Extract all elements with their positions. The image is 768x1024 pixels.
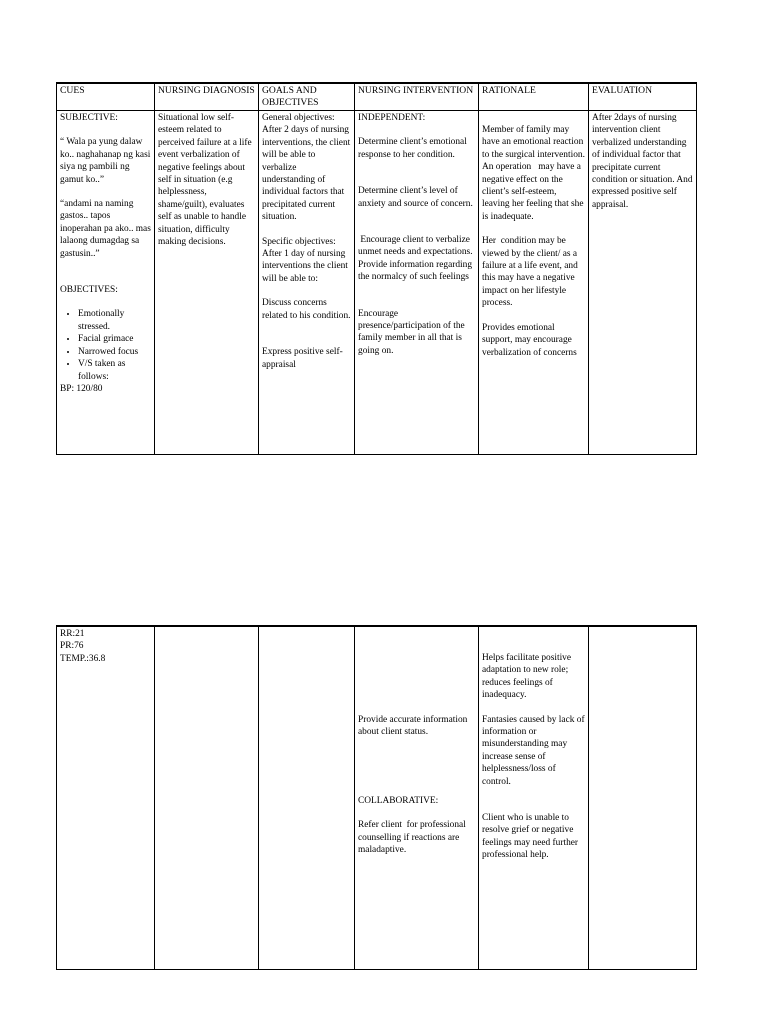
- specific-objective-item: Express positive self-appraisal: [262, 347, 343, 370]
- vital-sign-bp: BP: 120/80: [60, 383, 103, 394]
- intervention-cell-continued: [355, 626, 479, 970]
- vital-sign-rr: RR:21: [60, 629, 85, 639]
- subjective-label: SUBJECTIVE:: [60, 113, 118, 123]
- vital-sign-temp: TEMP.:36.8: [60, 653, 106, 664]
- header-row: [57, 83, 697, 111]
- objective-item: • Facial grimace: [78, 333, 151, 345]
- diagnosis-cell: [155, 111, 259, 455]
- subjective-quote-1: “ Wala pa yung dalaw ko.. naghahanap ng kasi siya ng pambili ng gamut ko..”: [60, 137, 153, 185]
- collaborative-item: Refer client for professional counselling if reactions are maladaptive.: [358, 820, 469, 856]
- rationale-item: Her condition may be viewed by the client/ as a failure at a life event, and this may have a negative impact on her lifestyle process.: [482, 236, 581, 309]
- intervention-cell: [355, 111, 479, 455]
- goals-cell: [259, 111, 355, 455]
- objective-item: • Emotionally stressed.: [78, 308, 151, 333]
- header-nursing-intervention: NURSING INTERVENTION: [355, 83, 479, 111]
- rationale-cell-continued: [479, 626, 589, 970]
- care-plan-table-top: [56, 82, 697, 455]
- specific-objectives-label: Specific objectives:: [262, 236, 336, 247]
- care-plan-table-bottom: [56, 625, 697, 970]
- intervention-item: Determine client’s level of anxiety and source of concern.: [358, 186, 473, 209]
- rationale-item: Fantasies caused by lack of information or misunderstanding may increase sense of helplessness/loss of control.: [482, 714, 587, 787]
- vital-sign-pr: PR:76: [60, 641, 84, 652]
- independent-label: INDEPENDENT:: [358, 113, 426, 123]
- specific-objective-item: Discuss concerns related to his condition.: [262, 298, 351, 321]
- evaluation-cell: [589, 111, 697, 455]
- rationale-item: Client who is unable to resolve grief or negative feelings may need further professional help.: [482, 813, 581, 861]
- objective-item: • Narrowed focus: [78, 346, 151, 358]
- evaluation-cell-continued: [589, 626, 697, 970]
- general-objectives-text: After 2 days of nursing interventions, the client will be able to verbalize understanding of individual factors that precipitated current situation.: [262, 125, 353, 223]
- rationale-item: Provides emotional support, may encourage verbalization of concerns: [482, 322, 577, 358]
- cues-cell-continued: [57, 626, 155, 970]
- collaborative-label: COLLABORATIVE:: [358, 795, 439, 806]
- rationale-item: Helps facilitate positive adaptation to new role; reduces feelings of inadequacy.: [482, 653, 574, 701]
- subjective-quote-2: “andami na naming gastos.. tapos inoperahan pa ako.. mas lalaong dumagdag sa gastusin..”: [60, 199, 154, 259]
- general-objectives-label: General objectives:: [262, 113, 335, 123]
- evaluation-text: After 2days of nursing intervention client verbalized understanding of individual factor that precipitate current condition or situation. And expressed positive self appraisal.: [592, 113, 695, 210]
- header-rationale: RATIONALE: [479, 83, 589, 111]
- header-evaluation: EVALUATION: [589, 83, 697, 111]
- content-row: [57, 111, 697, 455]
- objectives-label: OBJECTIVES:: [60, 285, 118, 296]
- intervention-item: Provide accurate information about client status.: [358, 715, 470, 738]
- objective-item: • V/S taken as follows:: [78, 358, 151, 383]
- intervention-item: Encourage client to verbalize unmet needs and expectations. Provide information regarding the normalcy of such feelings: [358, 235, 475, 283]
- objectives-list: [60, 308, 151, 382]
- diagnosis-text: Situational low self-esteem related to perceived failure at a life event verbalization of negative feelings about self in situation (e.g helplessness, shame/guilt), evaluates self as unable to handle situation, difficulty making decisions.: [158, 113, 255, 248]
- content-row-continued: [57, 626, 697, 970]
- rationale-item: Member of family may have an emotional reaction to the surgical intervention. An operation may have a negative effect on the client’s self-esteem, leaving her feeling that she is inadequate.: [482, 125, 587, 222]
- rationale-cell: [479, 111, 589, 455]
- header-nursing-diagnosis: NURSING DIAGNOSIS: [155, 83, 259, 111]
- intervention-item: Determine client’s emotional response to her condition.: [358, 137, 470, 160]
- specific-objectives-text: After 1 day of nursing interventions the client will be able to:: [262, 249, 351, 284]
- header-goals-and-objectives: GOALS AND OBJECTIVES: [259, 83, 355, 111]
- header-cues: CUES: [57, 83, 155, 111]
- cues-cell: [57, 111, 155, 455]
- diagnosis-cell-continued: [155, 626, 259, 970]
- goals-cell-continued: [259, 626, 355, 970]
- intervention-item: Encourage presence/participation of the family member in all that is going on.: [358, 308, 468, 356]
